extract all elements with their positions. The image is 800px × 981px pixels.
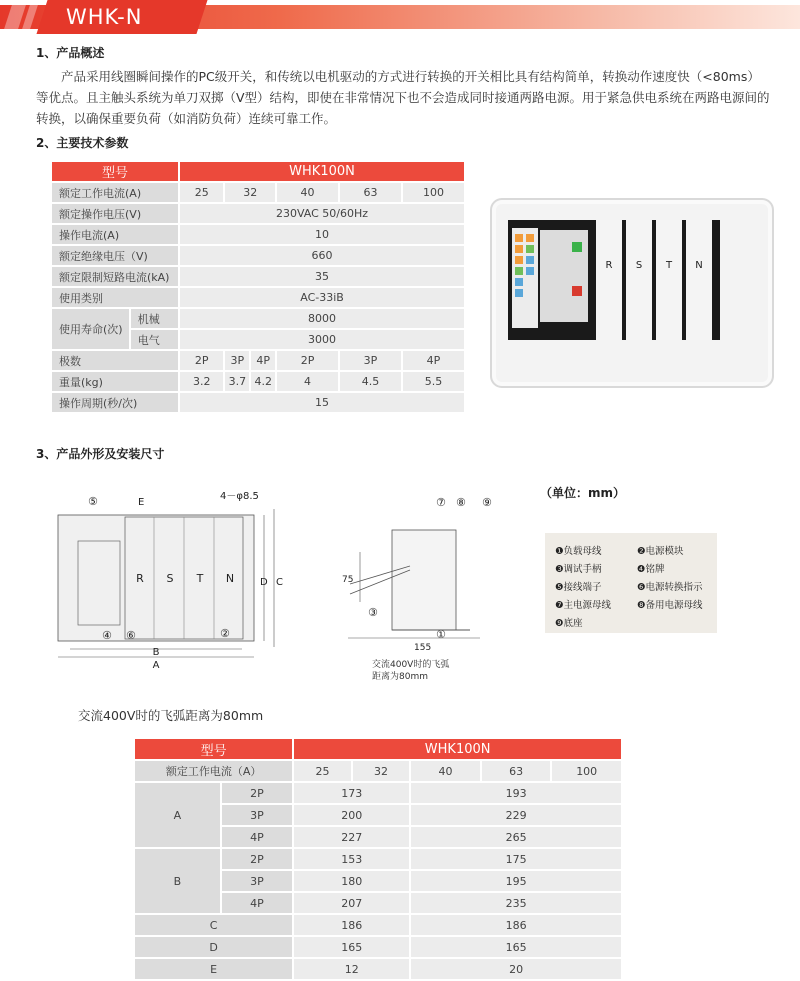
legend-item: ❽备用电源母线 bbox=[637, 600, 703, 611]
product-photo bbox=[490, 198, 774, 388]
table-cell: 8000 bbox=[180, 309, 464, 328]
table-cell: 173 bbox=[294, 783, 409, 803]
switch-body bbox=[392, 530, 456, 630]
spec-table bbox=[50, 160, 466, 414]
table-cell: 660 bbox=[180, 246, 464, 265]
row-label: 极数 bbox=[52, 351, 178, 370]
dim-label-c: C bbox=[276, 577, 283, 588]
table-cell: 207 bbox=[294, 893, 409, 913]
callout-9: ⑨ bbox=[482, 496, 492, 509]
row-label: 使用类别 bbox=[52, 288, 178, 307]
header-banner bbox=[0, 0, 800, 34]
table-cell: 4.2 bbox=[251, 372, 275, 391]
row-label: 额定工作电流（A） bbox=[135, 761, 292, 781]
table-cell: 193 bbox=[411, 783, 621, 803]
dimensions-table bbox=[133, 737, 623, 981]
table-cell: 63 bbox=[482, 761, 551, 781]
table-row bbox=[52, 225, 464, 244]
side-view-caption-line2: 距离为80mm bbox=[372, 672, 428, 682]
group-label: A bbox=[135, 783, 220, 847]
dim-label-d: D bbox=[260, 577, 268, 588]
table-cell: 63 bbox=[340, 183, 401, 202]
table-cell: 40 bbox=[411, 761, 480, 781]
pole-label: 2P bbox=[222, 849, 293, 869]
table-cell: 165 bbox=[411, 937, 621, 957]
table-row bbox=[135, 849, 621, 869]
indicator-light bbox=[572, 286, 582, 296]
group-label: E bbox=[135, 959, 292, 979]
table-cell: 12 bbox=[294, 959, 409, 979]
row-sublabel: 机械 bbox=[131, 309, 178, 328]
row-label: 额定操作电压(V) bbox=[52, 204, 178, 223]
table-cell: 25 bbox=[294, 761, 350, 781]
table-cell: 10 bbox=[180, 225, 464, 244]
table-cell: 229 bbox=[411, 805, 621, 825]
table-cell: 4.5 bbox=[340, 372, 401, 391]
callout-2: ② bbox=[220, 627, 230, 640]
table-cell: 100 bbox=[552, 761, 621, 781]
pole-label: 4P bbox=[222, 893, 293, 913]
side-view-caption-line1: 交流400V时的飞弧 bbox=[372, 660, 450, 670]
row-sublabel: 电气 bbox=[131, 330, 178, 349]
table-row bbox=[52, 246, 464, 265]
table-cell: 4P bbox=[403, 351, 464, 370]
table-cell: 165 bbox=[294, 937, 409, 957]
phase-label: S bbox=[166, 572, 174, 585]
table-row bbox=[52, 372, 464, 391]
table-cell: 20 bbox=[411, 959, 621, 979]
dim-label-b: B bbox=[152, 647, 160, 658]
row-label: 操作周期(秒/次) bbox=[52, 393, 178, 412]
phase-label: R bbox=[136, 572, 144, 585]
table-cell: 32 bbox=[225, 183, 275, 202]
legend-item: ❸调试手柄 bbox=[555, 564, 602, 575]
model-value-header: WHK100N bbox=[294, 739, 621, 759]
legend-item: ❻电源转换指示 bbox=[637, 582, 703, 593]
table-row bbox=[52, 288, 464, 307]
table-cell: AC-33iB bbox=[180, 288, 464, 307]
section-heading-overview: 1、产品概述 bbox=[36, 46, 105, 60]
group-label: B bbox=[135, 849, 220, 913]
arc-distance-note: 交流400V时的飞弧距离为80mm bbox=[78, 708, 264, 723]
table-cell: 200 bbox=[294, 805, 409, 825]
phase-label: T bbox=[665, 260, 673, 271]
group-label: C bbox=[135, 915, 292, 935]
table-row bbox=[135, 915, 621, 935]
row-label: 额定限制短路电流(kA) bbox=[52, 267, 178, 286]
table-row bbox=[52, 183, 464, 202]
model-header: 型号 bbox=[52, 162, 178, 181]
table-cell: 3000 bbox=[180, 330, 464, 349]
callout-1: ① bbox=[436, 628, 446, 641]
front-view-drawing bbox=[50, 485, 290, 670]
table-cell: 32 bbox=[353, 761, 409, 781]
hole-label: 4－φ8.5 bbox=[220, 491, 259, 502]
pole-label: 2P bbox=[222, 783, 293, 803]
phase-label: N bbox=[695, 260, 703, 271]
table-cell: 3.2 bbox=[180, 372, 223, 391]
phase-label: T bbox=[196, 572, 204, 585]
pole-label: 3P bbox=[222, 805, 293, 825]
phase-label: S bbox=[635, 260, 643, 271]
overview-paragraph: 产品采用线圈瞬间操作的PC级开关，和传统以电机驱动的方式进行转换的开关相比具有结构简单，转换动作速度快（<80ms）等优点。且主触头系统为单刀双掷（V型）结构，即使在非常情况下也不会造成同时接通两路电源。用于紧急供电系统在两路电源间的转换，以确保重要负荷（如消防负荷）连续可靠工作。 bbox=[36, 69, 770, 126]
dim-label-e: E bbox=[138, 497, 145, 508]
table-cell: 265 bbox=[411, 827, 621, 847]
table-cell: 153 bbox=[294, 849, 409, 869]
side-view-drawing bbox=[330, 490, 530, 655]
table-cell: 227 bbox=[294, 827, 409, 847]
table-row bbox=[135, 783, 621, 803]
table-cell: 3P bbox=[340, 351, 401, 370]
model-header: 型号 bbox=[135, 739, 292, 759]
table-row bbox=[135, 761, 621, 781]
table-cell: 175 bbox=[411, 849, 621, 869]
table-row bbox=[52, 162, 464, 181]
indicator-light bbox=[572, 242, 582, 252]
pole-label: 3P bbox=[222, 871, 293, 891]
callout-6: ⑥ bbox=[126, 629, 136, 642]
group-label: D bbox=[135, 937, 292, 957]
table-cell: 2P bbox=[277, 351, 338, 370]
table-cell: 2P bbox=[180, 351, 223, 370]
table-cell: 230VAC 50/60Hz bbox=[180, 204, 464, 223]
base-plate bbox=[58, 515, 254, 641]
table-row bbox=[135, 739, 621, 759]
dim-label-75: 75 bbox=[342, 575, 354, 585]
table-cell: 3.7 bbox=[225, 372, 249, 391]
table-cell: 5.5 bbox=[403, 372, 464, 391]
dim-label-155: 155 bbox=[414, 643, 432, 653]
table-cell: 195 bbox=[411, 871, 621, 891]
section-heading-specs: 2、主要技术参数 bbox=[36, 136, 129, 150]
row-label: 操作电流(A) bbox=[52, 225, 178, 244]
row-label: 重量(kg) bbox=[52, 372, 178, 391]
table-cell: 40 bbox=[277, 183, 338, 202]
table-row bbox=[52, 204, 464, 223]
phase-label: N bbox=[225, 572, 235, 585]
callout-3: ③ bbox=[368, 606, 378, 619]
banner-title: WHK-N bbox=[66, 5, 143, 29]
table-cell: 186 bbox=[411, 915, 621, 935]
switch-illustration bbox=[492, 200, 772, 386]
row-label: 额定工作电流(A) bbox=[52, 183, 178, 202]
table-row bbox=[52, 309, 464, 328]
table-cell: 4P bbox=[251, 351, 275, 370]
row-label: 额定绝缘电压（V) bbox=[52, 246, 178, 265]
table-row bbox=[52, 393, 464, 412]
table-cell: 4 bbox=[277, 372, 338, 391]
table-cell: 35 bbox=[180, 267, 464, 286]
legend-item: ❺接线端子 bbox=[555, 582, 602, 593]
table-row bbox=[135, 937, 621, 957]
table-cell: 100 bbox=[403, 183, 464, 202]
legend-item: ❷电源模块 bbox=[637, 546, 684, 557]
unit-label: （单位：mm） bbox=[540, 486, 626, 500]
row-label: 使用寿命(次) bbox=[52, 309, 129, 349]
dim-label-a: A bbox=[152, 660, 160, 670]
parts-legend bbox=[545, 533, 717, 633]
table-cell: 186 bbox=[294, 915, 409, 935]
table-cell: 25 bbox=[180, 183, 223, 202]
legend-item: ❹铭牌 bbox=[637, 564, 665, 575]
legend-item: ❼主电源母线 bbox=[555, 600, 612, 611]
callout-5: ⑤ bbox=[88, 495, 98, 508]
pole-label: 4P bbox=[222, 827, 293, 847]
table-cell: 3P bbox=[225, 351, 249, 370]
table-row bbox=[52, 351, 464, 370]
callout-7: ⑦ bbox=[436, 496, 446, 509]
callout-4: ④ bbox=[102, 629, 112, 642]
legend-item: ❶负载母线 bbox=[555, 546, 602, 557]
model-value-header: WHK100N bbox=[180, 162, 464, 181]
section-heading-dimensions: 3、产品外形及安装尺寸 bbox=[36, 447, 165, 461]
table-cell: 235 bbox=[411, 893, 621, 913]
phase-label: R bbox=[605, 260, 613, 271]
legend-item: ❾底座 bbox=[555, 618, 583, 629]
callout-8: ⑧ bbox=[456, 496, 466, 509]
table-cell: 180 bbox=[294, 871, 409, 891]
table-cell: 15 bbox=[180, 393, 464, 412]
table-row bbox=[135, 959, 621, 979]
table-row bbox=[52, 267, 464, 286]
